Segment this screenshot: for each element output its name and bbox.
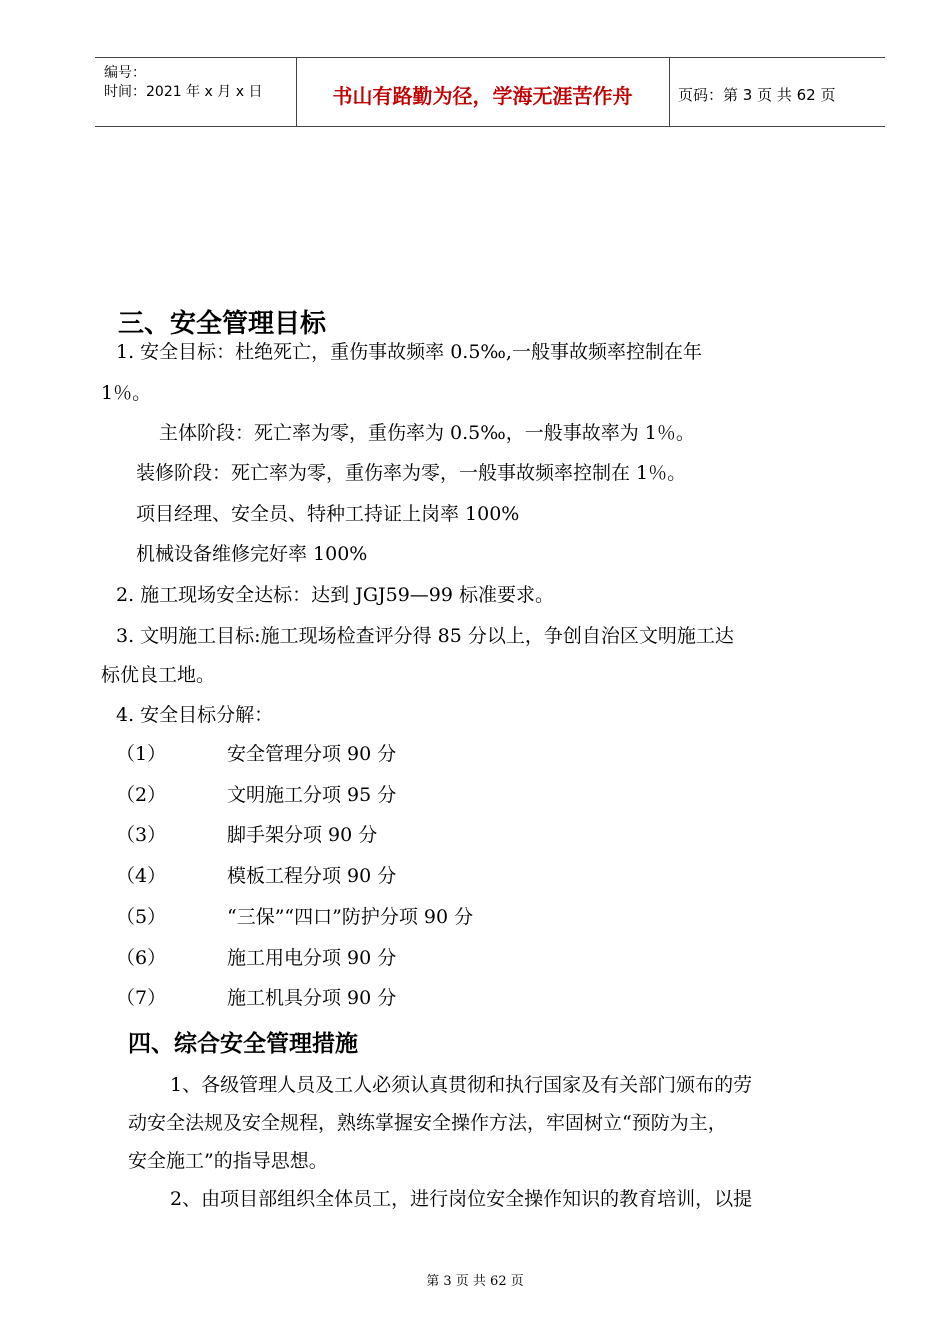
list-item-number: （5） [116, 906, 167, 928]
time-label: 时间：2021 年 x 月 x 日 [104, 84, 263, 100]
header-meta-cell [95, 58, 297, 126]
list-item-number: （7） [116, 987, 167, 1009]
paragraph-line: 动安全法规及安全规程，熟练掌握安全操作方法，牢固树立“预防为主， [128, 1112, 727, 1134]
page-number-label: 页码：第 3 页 共 62 页 [678, 86, 836, 104]
list-item [116, 902, 473, 929]
list-item [116, 780, 396, 807]
paragraph-line: 安全施工”的指导思想。 [128, 1150, 328, 1172]
list-item-number: （1） [116, 743, 167, 765]
paragraph-line: 1、各级管理人员及工人必须认真贯彻和执行国家及有关部门颁布的劳 [170, 1074, 753, 1096]
list-item-text: 文明施工分项 95 分 [227, 784, 397, 806]
list-item-text: 模板工程分项 90 分 [227, 865, 397, 887]
list-item [116, 861, 396, 888]
list-item-text: 施工用电分项 90 分 [227, 947, 397, 969]
header-motto-cell [296, 58, 670, 126]
list-item-number: （4） [116, 865, 167, 887]
page-header [95, 57, 885, 127]
paragraph-line: 项目经理、安全员、特种工持证上岗率 100% [136, 503, 520, 525]
paragraph-line: 标优良工地。 [101, 664, 216, 686]
list-item-number: （2） [116, 784, 167, 806]
paragraph-line: 4. 安全目标分解： [116, 704, 274, 726]
list-item-text: 施工机具分项 90 分 [227, 987, 397, 1009]
section-3-title: 三、安全管理目标 [118, 309, 327, 339]
page-footer: 第 3 页 共 62 页 [426, 1274, 524, 1289]
section-4-title: 四、综合安全管理措施 [128, 1030, 358, 1057]
list-item-text: 安全管理分项 90 分 [227, 743, 397, 765]
list-item [116, 943, 396, 970]
list-item-number: （6） [116, 947, 167, 969]
paragraph-line: 2、由项目部组织全体员工，进行岗位安全操作知识的教育培训，以提 [170, 1188, 753, 1210]
paragraph-line: 1％。 [101, 382, 152, 404]
list-item [116, 983, 396, 1010]
list-item-text: 脚手架分项 90 分 [227, 824, 378, 846]
list-item-text: “三保”“四口”防护分项 90 分 [227, 906, 474, 928]
paragraph-line: 主体阶段：死亡率为零，重伤率为 0.5‰，一般事故率为 1％。 [159, 422, 695, 444]
paragraph-line: 2. 施工现场安全达标：达到 JGJ59—99 标准要求。 [116, 584, 555, 606]
paragraph-line: 3. 文明施工目标:施工现场检查评分得 85 分以上，争创自治区文明施工达 [116, 625, 734, 647]
serial-label: 编号： [104, 65, 146, 81]
list-item [116, 820, 377, 847]
list-item [116, 739, 396, 766]
paragraph-line: 1. 安全目标：杜绝死亡，重伤事故频率 0.5‰,一般事故频率控制在年 [116, 341, 702, 363]
paragraph-line: 机械设备维修完好率 100% [136, 543, 368, 565]
list-item-number: （3） [116, 824, 167, 846]
motto: 书山有路勤为径，学海无涯苦作舟 [332, 84, 633, 108]
paragraph-line: 装修阶段：死亡率为零，重伤率为零，一般事故频率控制在 1％。 [136, 462, 687, 484]
header-page-cell [670, 58, 885, 126]
